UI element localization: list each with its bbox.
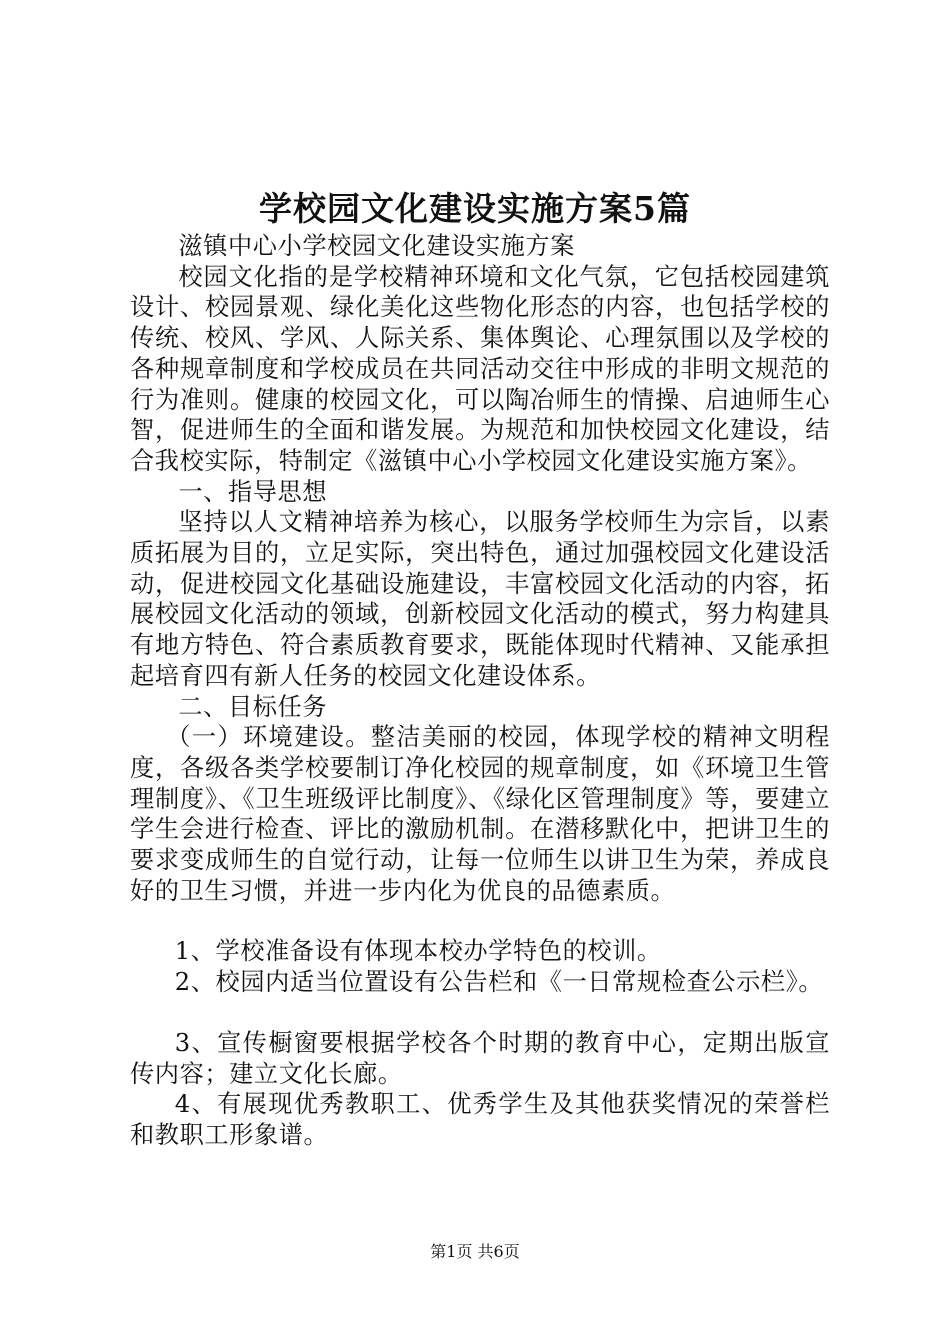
document-title: 学校园文化建设实施方案5篇 — [259, 189, 691, 228]
list-item-2: 2、校园内适当位置设有公告栏和《一日常规检查公示栏》。 — [174, 968, 824, 997]
intro-paragraph: 校园文化指的是学校精神环境和文化气氛，它包括校园建筑设计、校园景观、绿化美化这些物化形态的内容，也包括学校的传统、校风、学风、人际关系、集体舆论、心理氛围以及学校的各种规章制度和学校成员在共同活动交往中形成的非明文规范的行为准则。健康的校园文化，可以陶冶师生的情操、启迪师生心智，促进师生的全面和谐发展。为规范和加快校园文化建设，结合我校实际，特制定《滋镇中心小学校园文化建设实施方案》。 — [130, 262, 830, 475]
school-plan-heading: 滋镇中心小学校园文化建设实施方案 — [178, 232, 575, 260]
list-item-3: 3、宣传橱窗要根据学校各个时期的教育中心，定期出版宣传内容；建立文化长廊。 — [130, 1028, 830, 1088]
page-footer: 第1页 共6页 — [430, 1242, 520, 1261]
section-heading-goals-tasks: 二、目标任务 — [178, 692, 328, 721]
section-heading-guiding-thought: 一、指导思想 — [178, 477, 328, 506]
list-item-4: 4、有展现优秀教职工、优秀学生及其他获奖情况的荣誉栏和教职工形象谱。 — [130, 1090, 830, 1149]
document-body — [130, 231, 830, 1151]
guiding-thought-paragraph: 坚持以人文精神培养为核心，以服务学校师生为宗旨，以素质拓展为目的，立足实际，突出特色，通过加强校园文化建设活动，促进校园文化基础设施建设，丰富校园文化活动的内容，拓展校园文化活动的领域，创新校园文化活动的模式，努力构建具有地方特色、符合素质教育要求，既能体现时代精神、又能承担起培育四有新人任务的校园文化建设体系。 — [130, 508, 830, 690]
list-item-1: 1、学校准备设有体现本校办学特色的校训。 — [174, 937, 662, 966]
environment-construction-paragraph: （一）环境建设。整洁美丽的校园，体现学校的精神文明程度，各级各类学校要制订净化校园的规章制度，如《环境卫生管理制度》、《卫生班级评比制度》、《绿化区管理制度》等，要建立学生会进行检查、评比的激励机制。在潜移默化中，把讲卫生的要求变成师生的自觉行动，让每一位师生以讲卫生为荣，养成良好的卫生习惯，并进一步内化为优良的品德素质。 — [130, 723, 830, 905]
